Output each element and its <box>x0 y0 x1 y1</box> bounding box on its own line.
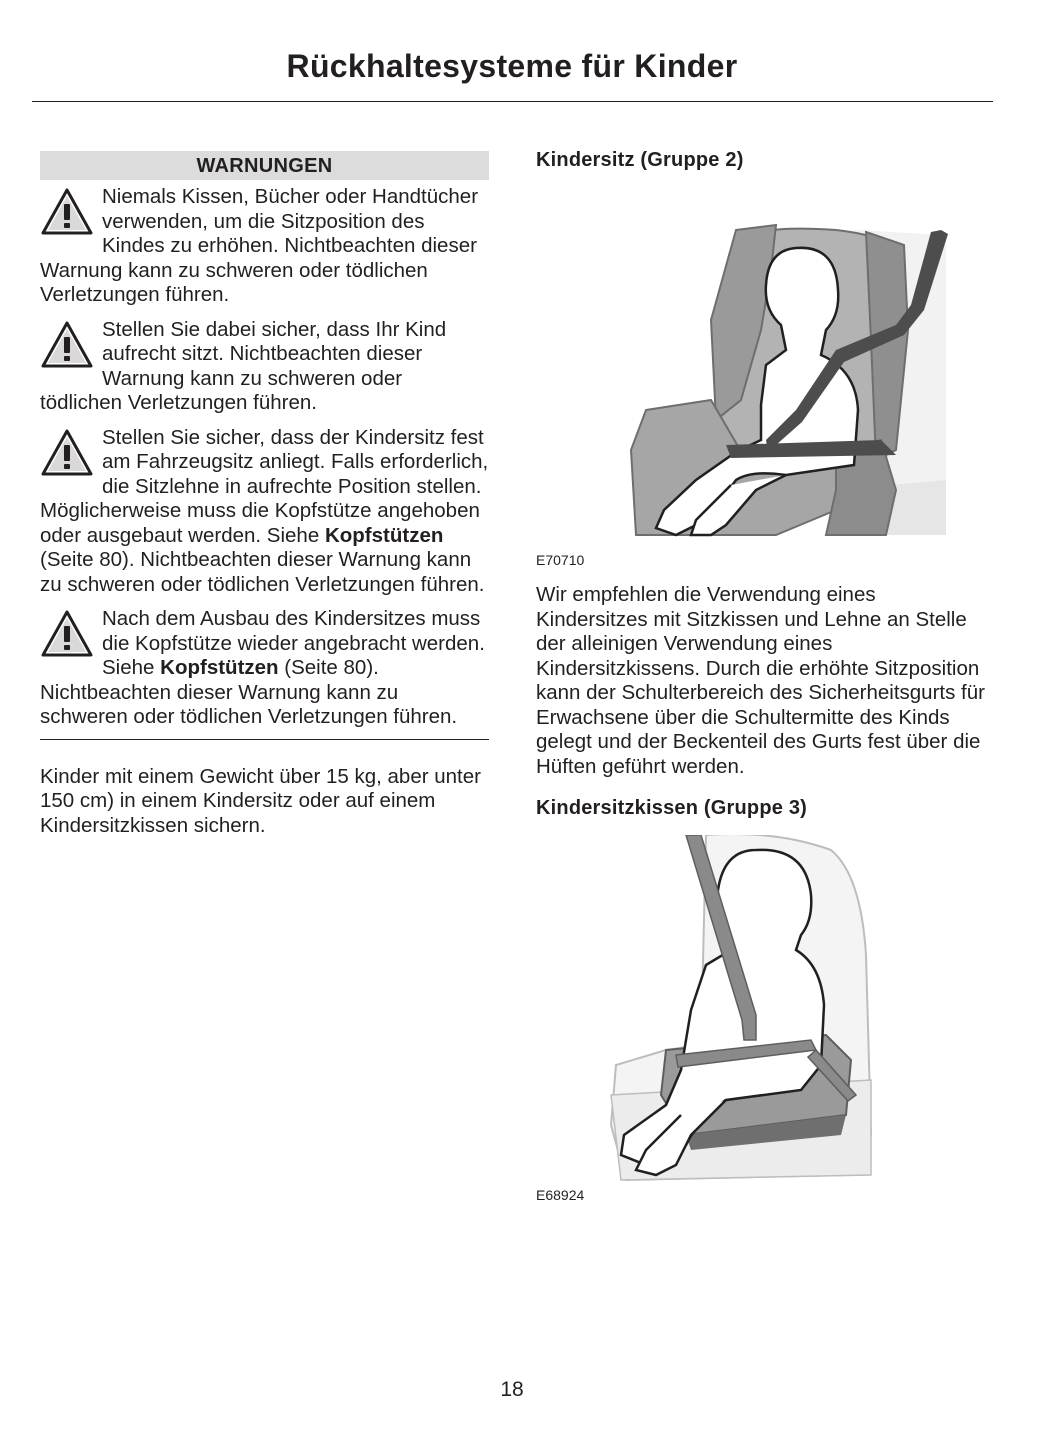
warning-text: Niemals Kissen, Bücher oder Handtücher verwenden, um die Sitzposition des Kindes zu erhöhen. Nichtbeachten dieser Warnung kann zu schweren oder tödlichen Verletzungen führen. <box>40 185 479 306</box>
figure-code: E68924 <box>536 1187 585 1203</box>
warning-text: Stellen Sie dabei sicher, dass Ihr Kind aufrecht sitzt. Nichtbeachten dieser Warnung kann zu schweren oder tödlichen Verletzungen führen. <box>40 317 447 414</box>
warning-triangle-icon <box>40 320 94 372</box>
warning-text: (Seite 80). Nichtbeachten dieser Warnung kann zu schweren oder tödlichen Verletzungen führen. <box>40 548 485 596</box>
cross-reference-link[interactable]: Kopfstützen <box>324 523 444 547</box>
page-title: Rückhaltesysteme für Kinder <box>286 48 738 84</box>
warning-text: (Seite 80). Nichtbeachten dieser Warnung kann zu schweren oder tödlichen Verletzungen führen. <box>40 656 458 728</box>
warnings-end-divider <box>40 739 489 740</box>
page-number: 18 <box>500 1378 524 1401</box>
cross-reference-link[interactable]: Kopfstützen <box>160 656 279 679</box>
section-heading-group-3: Kindersitzkissen (Gruppe 3) <box>536 797 808 819</box>
section-heading-group-2: Kindersitz (Gruppe 2) <box>536 149 744 171</box>
right-column <box>536 147 992 1203</box>
warning-item <box>40 185 489 308</box>
title-divider <box>32 101 993 102</box>
warning-text: Nach dem Ausbau des Kindersitzes muss die Kopfstütze wieder angebracht werden. Siehe <box>102 607 485 679</box>
warning-item <box>40 607 489 730</box>
body-paragraph: Wir empfehlen die Verwendung eines Kindersitzes mit Sitzkissen und Lehne an Stelle der alleinigen Verwendung eines Kindersitzkissens. Durch die erhöhte Sitzposition kann der Schulterbereich des Sicherheitsgurts für Erwachsene über die Schultermitte des Kinds gelegt und der Beckenteil des Gurts fest über die Hüften geführt werden. <box>536 583 985 778</box>
warning-item <box>40 426 489 598</box>
warning-item <box>40 318 489 416</box>
left-column <box>40 151 489 838</box>
figure-code: E70710 <box>536 552 585 568</box>
child-seat-group2-illustration <box>536 190 956 542</box>
warning-triangle-icon <box>40 187 94 239</box>
warning-triangle-icon <box>40 609 94 661</box>
warnings-header: WARNUNGEN <box>40 151 489 180</box>
booster-cushion-group3-illustration <box>606 835 906 1187</box>
warning-triangle-icon <box>40 428 94 480</box>
warning-text: Stellen Sie sicher, dass der Kindersitz fest am Fahrzeugsitz anliegt. Falls erforderlich, die Sitzlehne in aufrechte Position stellen. Möglicherweise muss die Kopfstütze angehoben oder ausgebaut werden. Siehe <box>40 425 489 547</box>
body-paragraph: Kinder mit einem Gewicht über 15 kg, aber unter 150 cm) in einem Kindersitz oder auf einem Kindersitzkissen sichern. <box>40 764 481 837</box>
